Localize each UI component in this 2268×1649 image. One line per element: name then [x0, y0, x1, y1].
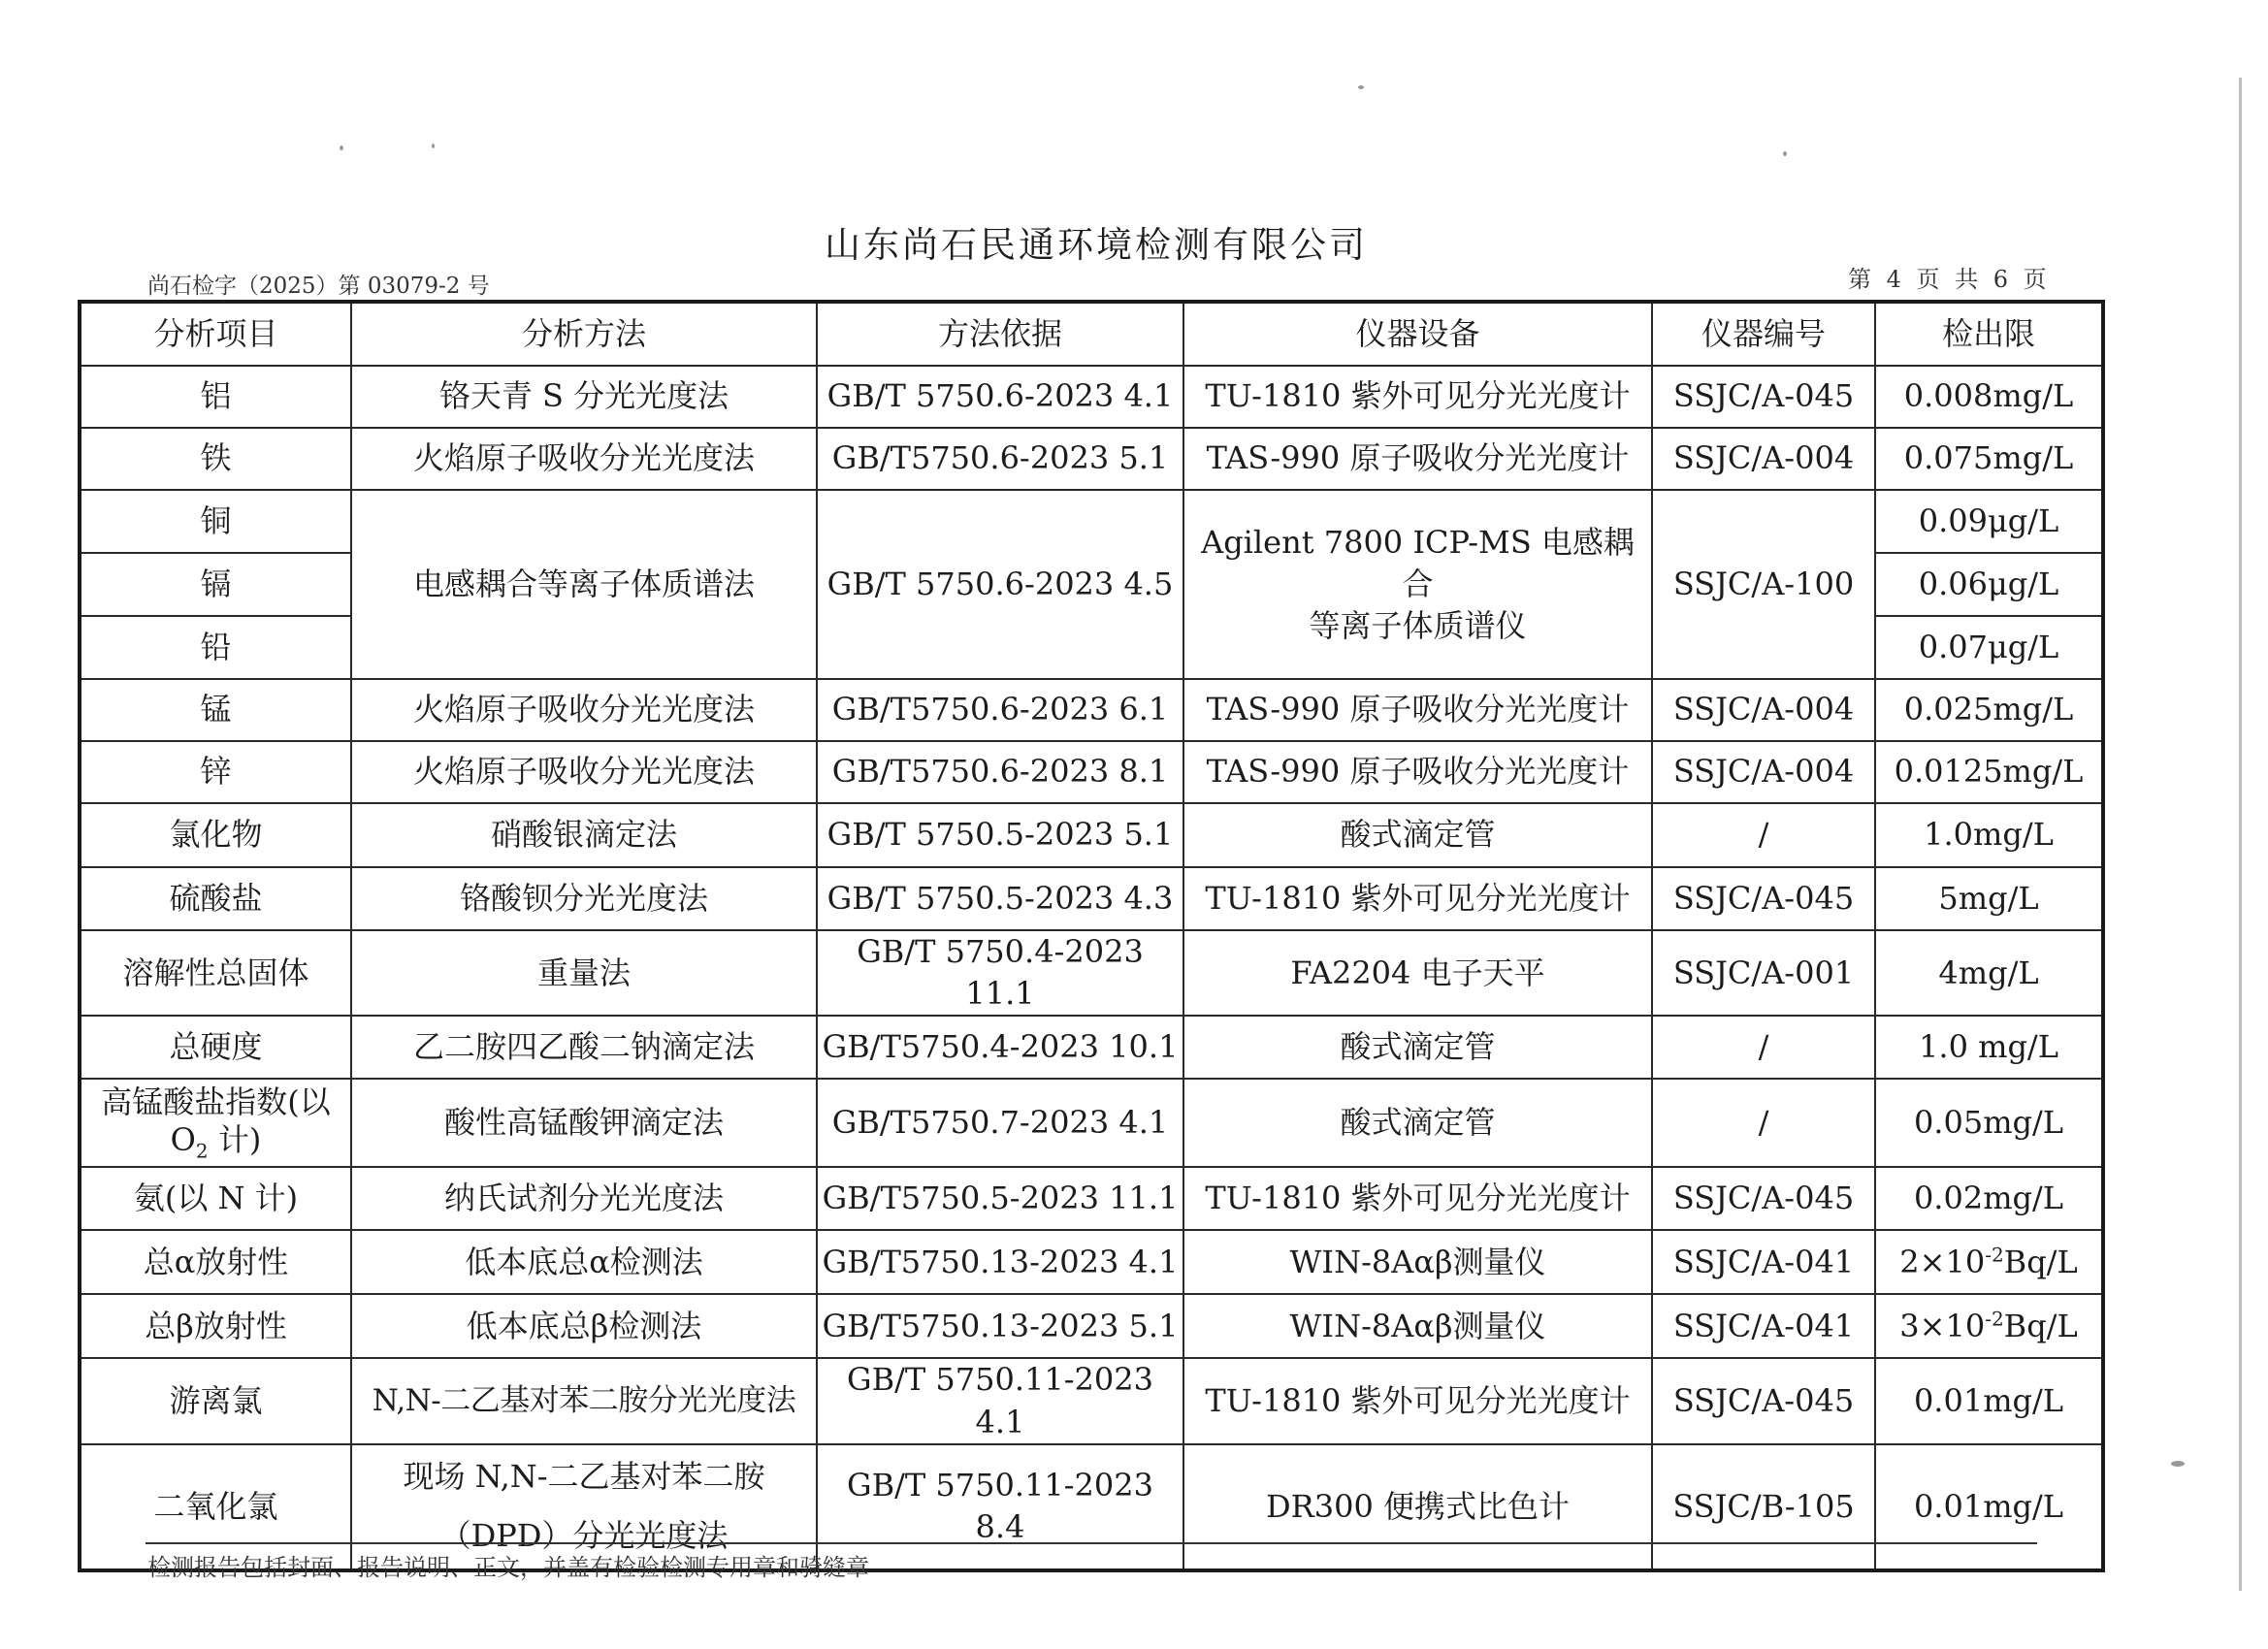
cell-item: 锌: [80, 741, 351, 803]
item-tail: 计): [208, 1120, 262, 1158]
item-subscript: 2: [195, 1139, 209, 1163]
cell-item: 二氧化氯: [80, 1444, 351, 1570]
table-row: [80, 1294, 2103, 1358]
cell-detection-limit: 0.09μg/L: [1875, 490, 2103, 553]
cell-detection-limit: 0.01mg/L: [1875, 1358, 2103, 1443]
cell-method: 火焰原子吸收分光光度法: [351, 741, 817, 803]
table-row: [80, 867, 2103, 930]
cell-instrument: TU-1810 紫外可见分光光度计: [1183, 366, 1652, 428]
cell-instrument-id: SSJC/A-004: [1652, 679, 1875, 741]
cell-method: 低本底总α检测法: [351, 1230, 817, 1294]
limit-base: 2×10: [1899, 1243, 1986, 1280]
cell-detection-limit: 0.02mg/L: [1875, 1167, 2103, 1230]
cell-detection-limit: 5mg/L: [1875, 867, 2103, 930]
cell-detection-limit: 0.008mg/L: [1875, 366, 2103, 428]
cell-basis: GB/T5750.6-2023 5.1: [817, 428, 1183, 490]
cell-method: 铬酸钡分光光度法: [351, 867, 817, 930]
column-header: 检出限: [1875, 302, 2103, 366]
table-row: [80, 428, 2103, 490]
instrument-line: Agilent 7800 ICP-MS 电感耦合: [1201, 523, 1635, 602]
cell-method: 火焰原子吸收分光光度法: [351, 679, 817, 741]
table-row: [80, 1167, 2103, 1230]
cell-basis: GB/T 5750.5-2023 4.3: [817, 867, 1183, 930]
cell-detection-limit: 1.0 mg/L: [1875, 1016, 2103, 1079]
cell-instrument: TAS-990 原子吸收分光光度计: [1183, 741, 1652, 803]
cell-instrument-id: SSJC/A-004: [1652, 741, 1875, 803]
method-line: （DPD）分光光度法: [439, 1517, 729, 1555]
cell-instrument-id: SSJC/A-004: [1652, 428, 1875, 490]
test-methods-table: [78, 300, 2105, 1572]
cell-basis: GB/T5750.13-2023 5.1: [817, 1294, 1183, 1358]
table-row: [80, 1079, 2103, 1167]
limit-base: 3×10: [1899, 1307, 1986, 1344]
cell-item: 铁: [80, 428, 351, 490]
scan-speck: [2171, 1461, 2185, 1467]
cell-instrument: DR300 便携式比色计: [1183, 1444, 1652, 1570]
cell-detection-limit: [1875, 1230, 2103, 1294]
limit-exponent: -2: [1985, 1243, 2004, 1267]
cell-item: 镉: [80, 553, 351, 616]
column-header: 方法依据: [817, 302, 1183, 366]
column-header: 仪器编号: [1652, 302, 1875, 366]
cell-item: 锰: [80, 679, 351, 741]
item-line: [85, 1121, 346, 1162]
cell-instrument-id: SSJC/A-001: [1652, 930, 1875, 1016]
limit-unit: Bq/L: [2003, 1307, 2078, 1344]
cell-item: 氨(以 N 计): [80, 1167, 351, 1230]
limit-exponent: -2: [1985, 1307, 2004, 1331]
table-row: [80, 366, 2103, 428]
cell-instrument-id: SSJC/A-045: [1652, 867, 1875, 930]
cell-basis: GB/T5750.6-2023 8.1: [817, 741, 1183, 803]
page-indicator: 第 4 页 共 6 页: [1848, 266, 2051, 293]
cell-detection-limit: 0.01mg/L: [1875, 1444, 2103, 1570]
cell-method: N,N-二乙基对苯二胺分光光度法: [351, 1358, 817, 1443]
cell-detection-limit: 0.075mg/L: [1875, 428, 2103, 490]
cell-detection-limit: 0.06μg/L: [1875, 553, 2103, 616]
cell-item: 总α放射性: [80, 1230, 351, 1294]
cell-instrument-id: SSJC/B-105: [1652, 1444, 1875, 1570]
cell-method: 低本底总β检测法: [351, 1294, 817, 1358]
table-row: [80, 741, 2103, 803]
cell-detection-limit: 1.0mg/L: [1875, 803, 2103, 867]
table-header-row: [80, 302, 2103, 366]
cell-method: 重量法: [351, 930, 817, 1016]
cell-basis: GB/T5750.4-2023 10.1: [817, 1016, 1183, 1079]
cell-detection-limit: 0.025mg/L: [1875, 679, 2103, 741]
cell-instrument-id: /: [1652, 1079, 1875, 1167]
page-edge-shadow: [2239, 78, 2242, 1591]
table-row: [80, 490, 2103, 553]
cell-instrument: WIN-8Aαβ测量仪: [1183, 1294, 1652, 1358]
cell-detection-limit: 4mg/L: [1875, 930, 2103, 1016]
cell-instrument: TAS-990 原子吸收分光光度计: [1183, 679, 1652, 741]
scan-speck: [1358, 85, 1364, 89]
cell-basis: GB/T5750.5-2023 11.1: [817, 1167, 1183, 1230]
cell-instrument-id: /: [1652, 1016, 1875, 1079]
cell-detection-limit: 0.07μg/L: [1875, 616, 2103, 679]
column-header: 分析项目: [80, 302, 351, 366]
column-header: 仪器设备: [1183, 302, 1652, 366]
cell-method: 硝酸银滴定法: [351, 803, 817, 867]
cell-instrument: FA2204 电子天平: [1183, 930, 1652, 1016]
cell-instrument: [1183, 490, 1652, 679]
footer-divider: [146, 1542, 2037, 1544]
cell-item: 铅: [80, 616, 351, 679]
cell-method: 乙二胺四乙酸二钠滴定法: [351, 1016, 817, 1079]
cell-basis: GB/T 5750.6-2023 4.5: [817, 490, 1183, 679]
cell-method: 纳氏试剂分光光度法: [351, 1167, 817, 1230]
item-o: O: [170, 1120, 196, 1158]
cell-basis: GB/T 5750.5-2023 5.1: [817, 803, 1183, 867]
cell-item: [80, 1079, 351, 1167]
cell-item: 溶解性总固体: [80, 930, 351, 1016]
cell-instrument: TU-1810 紫外可见分光光度计: [1183, 1167, 1652, 1230]
table-row: [80, 679, 2103, 741]
table-row: [80, 1016, 2103, 1079]
cell-instrument-id: SSJC/A-100: [1652, 490, 1875, 679]
column-header: 分析方法: [351, 302, 817, 366]
scan-speck: [340, 146, 343, 150]
cell-instrument-id: /: [1652, 803, 1875, 867]
document-number: 尚石检字（2025）第 03079-2 号: [147, 274, 490, 299]
cell-item: 氯化物: [80, 803, 351, 867]
cell-instrument-id: SSJC/A-041: [1652, 1294, 1875, 1358]
footer-note: 检测报告包括封面、报告说明、正文，并盖有检验检测专用章和骑缝章: [147, 1554, 869, 1581]
item-line: 高锰酸盐指数(以: [101, 1083, 331, 1121]
table-row: [80, 930, 2103, 1016]
cell-basis: GB/T5750.6-2023 6.1: [817, 679, 1183, 741]
table-row: [80, 803, 2103, 867]
cell-instrument: 酸式滴定管: [1183, 1016, 1652, 1079]
cell-basis: GB/T5750.13-2023 4.1: [817, 1230, 1183, 1294]
cell-method: 火焰原子吸收分光光度法: [351, 428, 817, 490]
cell-item: 游离氯: [80, 1358, 351, 1443]
scan-speck: [432, 144, 435, 148]
cell-basis: GB/T 5750.11-2023 4.1: [817, 1358, 1183, 1443]
cell-instrument: TU-1810 紫外可见分光光度计: [1183, 1358, 1652, 1443]
cell-method: 电感耦合等离子体质谱法: [351, 490, 817, 679]
cell-method: 酸性高锰酸钾滴定法: [351, 1079, 817, 1167]
cell-instrument: 酸式滴定管: [1183, 1079, 1652, 1167]
cell-instrument-id: SSJC/A-045: [1652, 1358, 1875, 1443]
cell-basis: GB/T 5750.6-2023 4.1: [817, 366, 1183, 428]
cell-detection-limit: 0.0125mg/L: [1875, 741, 2103, 803]
cell-instrument-id: SSJC/A-045: [1652, 1167, 1875, 1230]
scan-speck: [1783, 151, 1787, 156]
instrument-line: 等离子体质谱仪: [1309, 607, 1527, 645]
cell-instrument: 酸式滴定管: [1183, 803, 1652, 867]
cell-basis: GB/T5750.7-2023 4.1: [817, 1079, 1183, 1167]
table-row: [80, 1358, 2103, 1443]
cell-item: 总β放射性: [80, 1294, 351, 1358]
cell-instrument-id: SSJC/A-045: [1652, 366, 1875, 428]
cell-item: 硫酸盐: [80, 867, 351, 930]
method-line: 现场 N,N-二乙基对苯二胺: [403, 1458, 765, 1496]
company-name: 山东尚石民通环境检测有限公司: [825, 224, 1368, 266]
cell-instrument-id: SSJC/A-041: [1652, 1230, 1875, 1294]
cell-basis: GB/T 5750.4-2023 11.1: [817, 930, 1183, 1016]
cell-method: 铬天青 S 分光光度法: [351, 366, 817, 428]
cell-detection-limit: [1875, 1294, 2103, 1358]
cell-basis: GB/T 5750.11-2023 8.4: [817, 1444, 1183, 1570]
cell-detection-limit: 0.05mg/L: [1875, 1079, 2103, 1167]
limit-unit: Bq/L: [2003, 1243, 2078, 1280]
cell-item: 总硬度: [80, 1016, 351, 1079]
cell-instrument: TAS-990 原子吸收分光光度计: [1183, 428, 1652, 490]
cell-item: 铝: [80, 366, 351, 428]
table-row: [80, 1230, 2103, 1294]
cell-item: 铜: [80, 490, 351, 553]
cell-instrument: WIN-8Aαβ测量仪: [1183, 1230, 1652, 1294]
cell-instrument: TU-1810 紫外可见分光光度计: [1183, 867, 1652, 930]
